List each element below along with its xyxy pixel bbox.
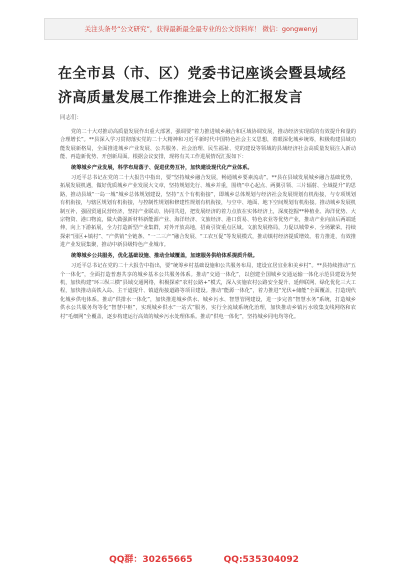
body-paragraph: 党的二十大对推动高质量发展作出重大部署，强调要“着力推进城乡融合和区域协调发展，推动经济实现质的有效提升和量的合理增长”。**县深入学习贯彻落实党的二十大精神和习近平新时代中国特色社会主义思想，着眼深化城乡统筹，积极构建县域功能发展新格局，全面推进城乡产业发展、公共服务、社会治理、民生福祉、党的建设等领域的县域经济社会高质量发展注入新动能、再造新优势、开创新局面。根据会议安排，现将有关工作进展情况汇报如下： [60,129,356,161]
body-paragraph: 习近平总书记在党的二十大报告中指出，要“坚持城乡融合发展，畅通城乡要素流动”。**县在县域发展城乡融合基础优势，拓展发展机遇，做好优质城乡产业发展大文章，坚持规划先行、城乡并重，围绕“中心起点、两翼引领、三片辐射、全域提升”的思路，推动县域“一岛一城”城乡总体规划建设，坚持“五个有机衔接”，即城乡总体规划与经济社会发展规划有机衔接，与专项规划有机衔接，与辖区规划有机衔接，与控制性规划和修建性规划有机衔接，与空中、地面、地下空间规划有机衔接。推动城乡发展机制互补，强固贸通民营经济，坚持产业联动、协同共进，把发展经济的着力点放在实体经济上，深度挖掘**种植业、海洋优势、大宗物资、港口物流，做大做强新材料新能源产业、海洋经济、文旅经济、港口贸易、特色农业等优势产业，推动产业向前后两端延伸，向上下游拓展，全力打造新型产业集群，对外开放高地，招商引资重点区域。文旅发展格局，力促以城带乡、全场繁荣。持续探索“园区+镇村”、“产供销”全链条、“一二三产”融合发展、“工农互促”等发展模式，推动镇村经济提质增效。着力推进，有效推进产业发展集聚，推动中新县级特色产业城市。 [60,175,356,249]
footer-qq-group: QQ群：30265665 [109,555,193,565]
section-heading: 统筹城乡公共服务，优化基础设施、推动全域覆盖，加速服务供给体系提质升级。 [71,252,258,259]
footer-watermark [0,552,408,570]
top-banner: 关注头条号“公文研究”，获得最新最全最专业的公文资料库！ 微信：gongwenyj [44,18,358,40]
footer-qq: QQ:535304092 [223,555,299,565]
greeting: 同志们： [60,115,83,121]
document-body [60,128,356,323]
document-title: 在全市县（市、区）党委书记座谈会暨县域经济高质量发展工作推进会上的汇报发言 [58,66,346,106]
body-paragraph: 习近平总书记在党的二十大报告中指出，要“统筹乡村基础设施和公共服务布局，建设宜居宜业和美乡村”。**县持续推动“五个一体化”，全面打造普惠共享的城乡基本公共服务体系。推动“交通一体化”，以创建全国城乡交通运输一体化示范县建设为契机，加快构建“环三纵三横”县域交通网络，积极探索“农村公路+”模式，深入实施农村公路安全提升、延伸联网、绿化优化三大工程，加快推动高铁入岛、主干道提升、镇道衔接道路等项目建设。推动“能源一体化”，着力推进“光伏+储能”全面覆盖，打造现代化城乡供电体系。推动“供排水一体化”，加快推进城乡供水、城乡污水、智慧管网建设，进一步完善“智慧水务”系统，打造城乡供水公共服务均等化“智慧中枢”，实现城乡供水“一站式”服务，实行全流域系统化治理，加快推动乡镇污水收集支线网络和农村“毛细网”全覆盖，逐步构建运行高效的城乡污水处理体系。推动“供电一体化”，坚持城乡同电均等化。 [60,263,356,320]
section-heading: 统筹城乡产业发展，科学布局落子、促进优势互补，加快建设现代化产业体系。 [71,164,253,171]
